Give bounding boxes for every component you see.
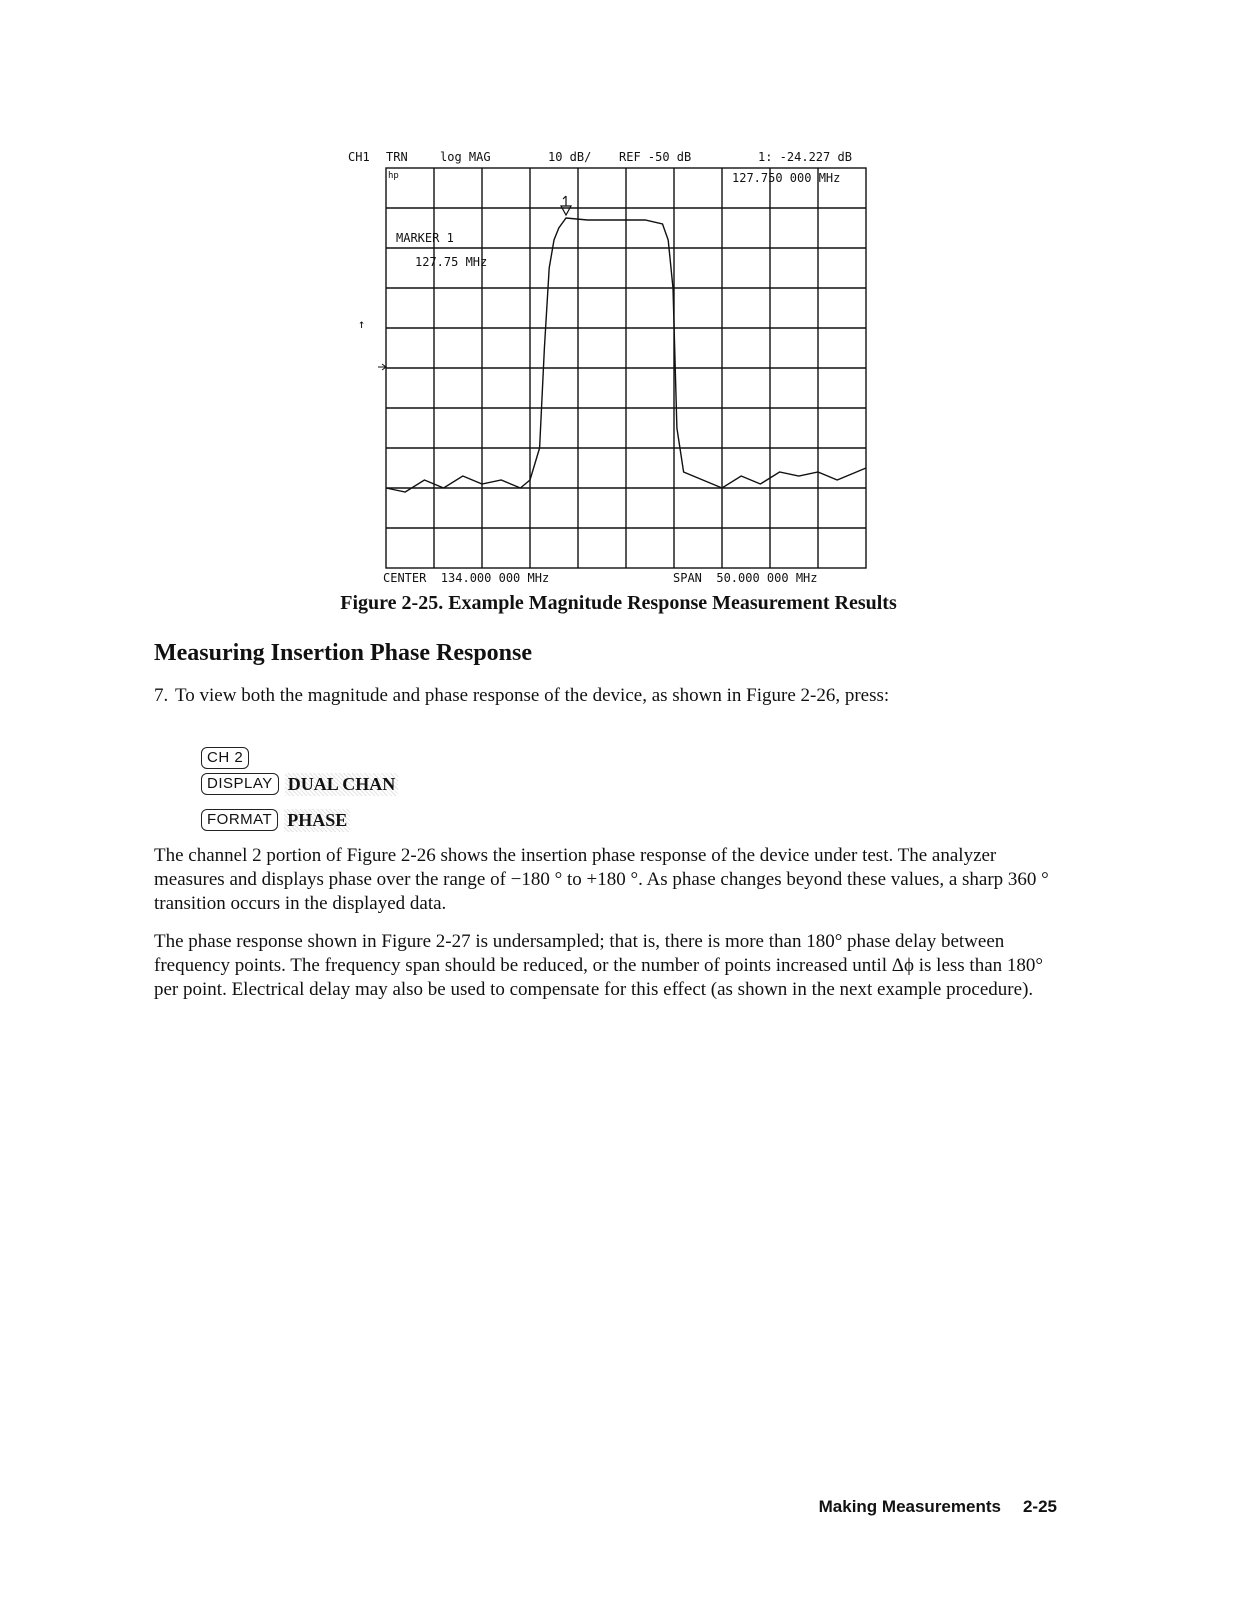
softkey-phase: PHASE [284,809,350,832]
step-text: To view both the magnitude and phase response of the device, as shown in Figure 2-26, press: [175,685,890,706]
marker-box-label: MARKER 1 [396,231,454,245]
footer-section-title: Making Measurements [818,1497,1001,1516]
key-sequence-1 [201,745,249,771]
page-footer [819,1497,1057,1517]
hardkey-display: DISPLAY [201,773,279,795]
analyzer-screen-figure [340,140,900,600]
header-channel: CH1 [348,150,370,164]
header-format: log MAG [440,150,491,164]
paragraph-phase-range: The channel 2 portion of Figure 2-26 shows the insertion phase response of the device under test. The analyzer measures and displays phase over the range of −180 ° to +180 °. As phase changes beyond these values, a sharp 360 ° transition occurs in the displayed data. [154,845,1049,914]
figure-caption: Figure 2-25. Example Magnitude Response Measurement Results [340,592,897,614]
header-trace: TRN [386,150,408,164]
hardkey-format: FORMAT [201,809,278,831]
header-reference: REF -50 dB [619,150,692,164]
footer-span: SPAN 50.000 000 MHz [673,571,818,585]
softkey-dual-chan: DUAL CHAN [285,773,399,796]
marker-box-freq: 127.75 MHz [415,255,488,269]
reference-position-icon [378,364,386,370]
scale-arrow-icon: ↑ [358,317,366,331]
hardkey-ch2: CH 2 [201,747,249,769]
header-marker-readout: 1: -24.227 dB [758,150,852,164]
marker-number-stem [563,196,566,206]
header-scale: 10 dB/ [548,150,592,164]
section-title: Measuring Insertion Phase Response [154,640,533,666]
header-marker-freq: 127.750 000 MHz [732,171,841,185]
hp-logo-icon: hp [388,171,399,181]
key-sequence-2 [201,771,398,797]
graticule-grid [386,168,866,568]
marker-1-symbol [561,196,571,215]
footer-page-number: 2-25 [1022,1497,1057,1516]
paragraph-undersampled: The phase response shown in Figure 2-27 is undersampled; that is, there is more than 180° phase delay between frequency points. The frequency span should be reduced, or the number of points increased until Δϕ is less than 180° per point. Electrical delay may also be used to compensate for this effect (as shown in the next example procedure). [154,931,1043,1000]
step-number: 7. [154,685,169,706]
key-sequence-3 [201,807,350,833]
footer-center: CENTER 134.000 000 MHz [383,571,550,585]
step-7 [154,684,1054,708]
